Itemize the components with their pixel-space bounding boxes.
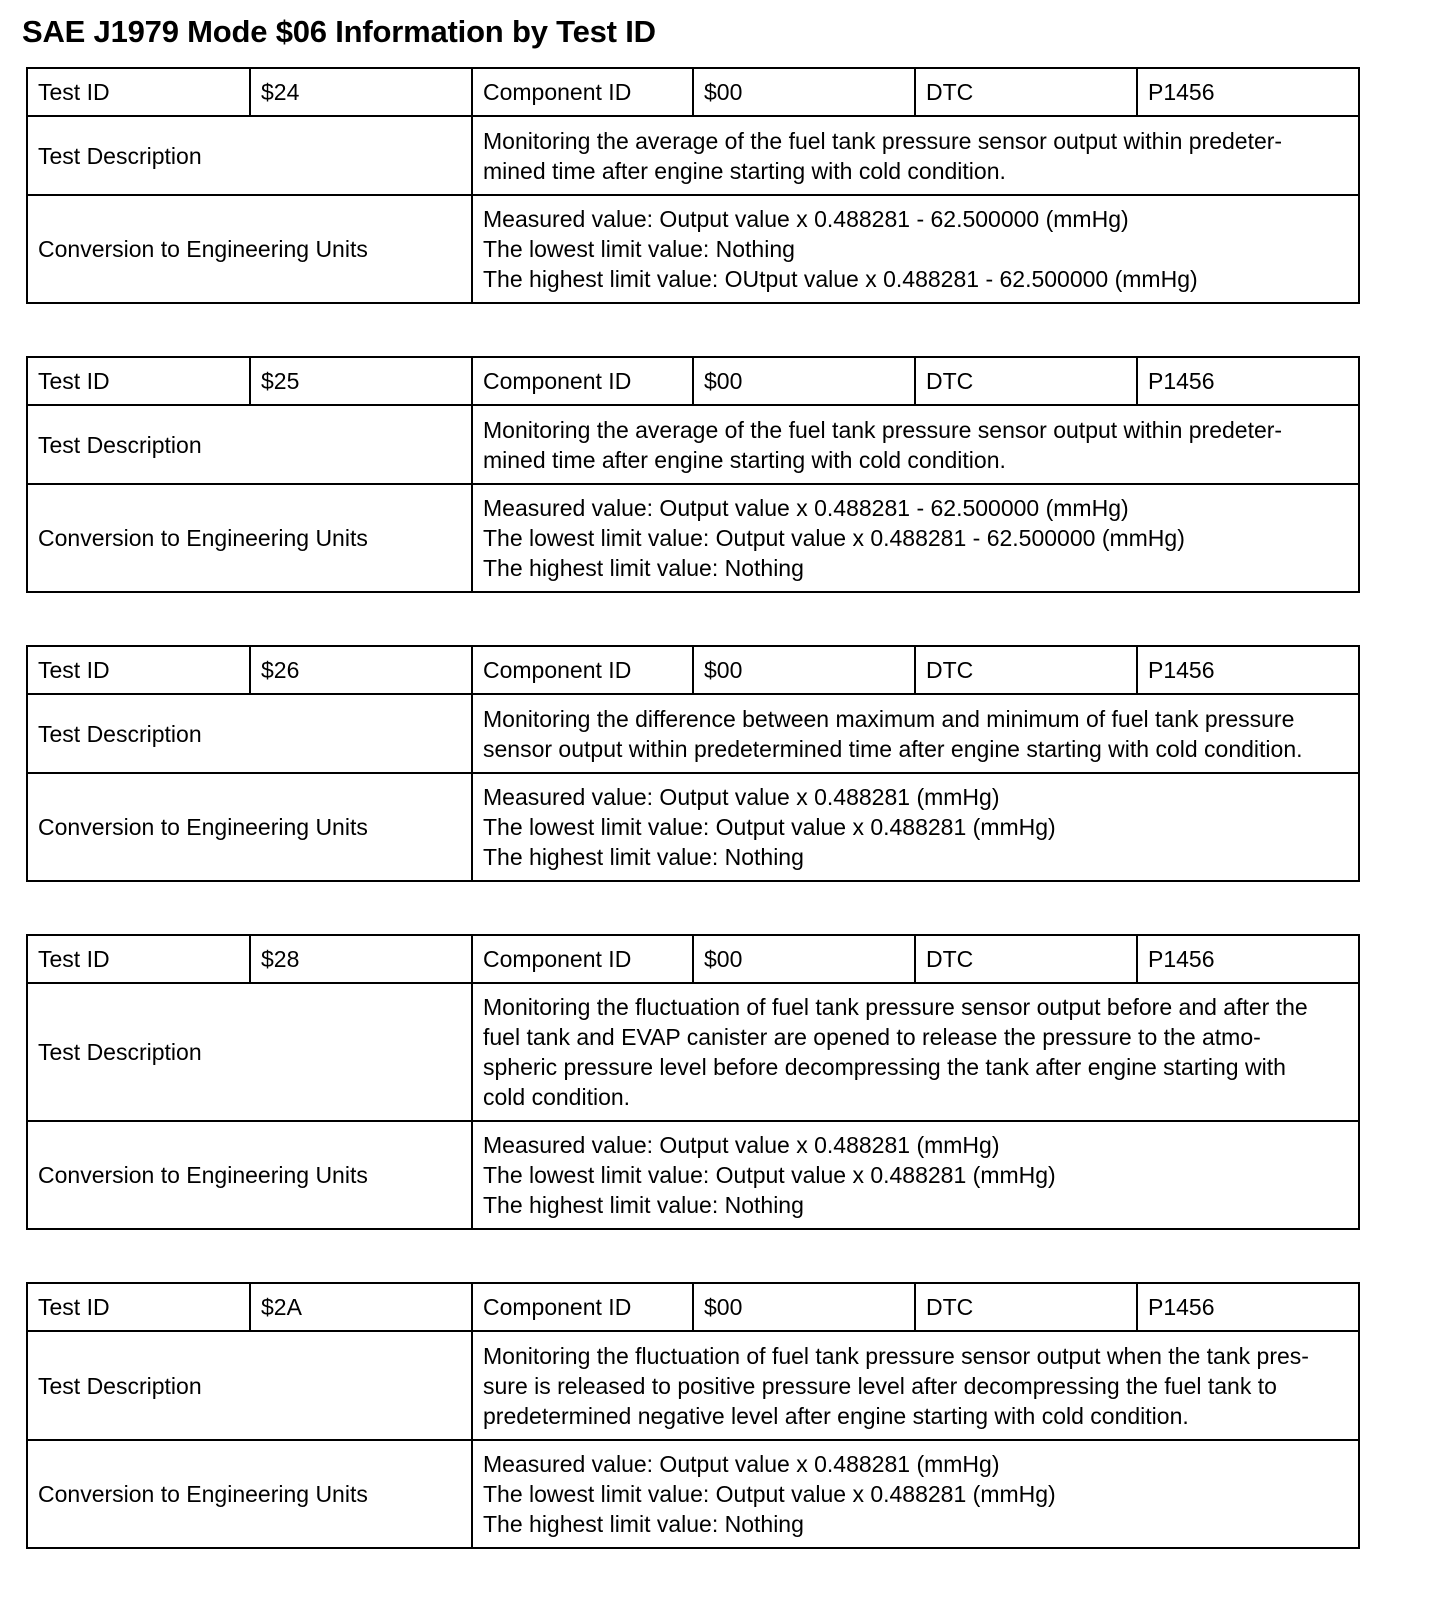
test-description-text [472,116,1359,195]
description-line: mined time after engine starting with cold condition. [483,157,1006,184]
dtc-value: P1456 [1137,68,1359,116]
dtc-label: DTC [915,935,1137,983]
component-id-label: Component ID [472,935,693,983]
conversion-row [27,484,1359,592]
conversion-text [472,1440,1359,1548]
description-line: Monitoring the average of the fuel tank pressure sensor output within predeter- [483,416,1283,443]
description-line: sensor output within predetermined time after engine starting with cold condition. [483,735,1303,762]
conversion-line: The highest limit value: Nothing [483,844,804,870]
test-id-label: Test ID [27,68,250,116]
test-id-value: $2A [250,1283,472,1331]
conversion-line: The lowest limit value: Output value x 0.488281 (mmHg) [483,814,1056,840]
conversion-line: Measured value: Output value x 0.488281 - 62.500000 (mmHg) [483,206,1129,232]
header-row [27,68,1359,116]
test-id-label: Test ID [27,646,250,694]
conversion-line: The lowest limit value: Output value x 0.488281 (mmHg) [483,1162,1056,1188]
component-id-value: $00 [693,68,915,116]
dtc-label: DTC [915,68,1137,116]
conversion-line: Measured value: Output value x 0.488281 (mmHg) [483,1451,1000,1477]
description-line: predetermined negative level after engine starting with cold condition. [483,1402,1189,1429]
test-description-label: Test Description [27,983,472,1121]
test-description-label: Test Description [27,405,472,484]
header-row [27,1283,1359,1331]
description-line: Monitoring the fluctuation of fuel tank pressure sensor output when the tank pres- [483,1342,1309,1369]
conversion-line: Measured value: Output value x 0.488281 (mmHg) [483,1132,1000,1158]
conversion-row [27,195,1359,303]
description-line: sure is released to positive pressure level after decompressing the fuel tank to [483,1372,1277,1399]
dtc-value: P1456 [1137,935,1359,983]
dtc-value: P1456 [1137,1283,1359,1331]
test-id-label: Test ID [27,935,250,983]
conversion-label: Conversion to Engineering Units [27,484,472,592]
header-row [27,357,1359,405]
conversion-line: The highest limit value: Nothing [483,1511,804,1537]
dtc-value: P1456 [1137,357,1359,405]
test-description-label: Test Description [27,1331,472,1440]
conversion-line: Measured value: Output value x 0.488281 - 62.500000 (mmHg) [483,495,1129,521]
conversion-text [472,195,1359,303]
test-id-value: $24 [250,68,472,116]
description-row [27,405,1359,484]
component-id-value: $00 [693,357,915,405]
component-id-label: Component ID [472,1283,693,1331]
conversion-label: Conversion to Engineering Units [27,195,472,303]
test-id-value: $28 [250,935,472,983]
conversion-row [27,1440,1359,1548]
dtc-label: DTC [915,357,1137,405]
test-info-table [26,1282,1360,1549]
test-info-table [26,934,1360,1230]
component-id-label: Component ID [472,357,693,405]
test-id-value: $26 [250,646,472,694]
conversion-label: Conversion to Engineering Units [27,1440,472,1548]
description-row [27,694,1359,773]
test-description-text [472,405,1359,484]
description-line: cold condition. [483,1084,631,1110]
conversion-label: Conversion to Engineering Units [27,773,472,881]
conversion-row [27,1121,1359,1229]
test-description-text [472,983,1359,1121]
dtc-value: P1456 [1137,646,1359,694]
conversion-label: Conversion to Engineering Units [27,1121,472,1229]
description-line: Monitoring the difference between maximum and minimum of fuel tank pressure [483,705,1295,732]
test-description-text [472,694,1359,773]
test-info-table [26,356,1360,593]
conversion-text [472,1121,1359,1229]
header-row [27,646,1359,694]
description-line: spheric pressure level before decompressing the tank after engine starting with [483,1054,1286,1080]
page-title: SAE J1979 Mode $06 Information by Test ID [22,14,656,49]
conversion-text [472,484,1359,592]
component-id-value: $00 [693,935,915,983]
dtc-label: DTC [915,1283,1137,1331]
description-line: mined time after engine starting with cold condition. [483,446,1006,473]
dtc-label: DTC [915,646,1137,694]
component-id-label: Component ID [472,68,693,116]
conversion-row [27,773,1359,881]
conversion-text [472,773,1359,881]
description-line: Monitoring the fluctuation of fuel tank pressure sensor output before and after the [483,994,1308,1020]
conversion-line: The highest limit value: Nothing [483,555,804,581]
conversion-line: The lowest limit value: Nothing [483,236,795,262]
conversion-line: The lowest limit value: Output value x 0.488281 (mmHg) [483,1481,1056,1507]
test-description-label: Test Description [27,694,472,773]
test-id-label: Test ID [27,357,250,405]
description-row [27,1331,1359,1440]
header-row [27,935,1359,983]
test-info-table [26,67,1360,304]
conversion-line: The highest limit value: OUtput value x 0.488281 - 62.500000 (mmHg) [483,266,1198,292]
component-id-label: Component ID [472,646,693,694]
description-row [27,983,1359,1121]
conversion-line: The lowest limit value: Output value x 0.488281 - 62.500000 (mmHg) [483,525,1185,551]
conversion-line: Measured value: Output value x 0.488281 (mmHg) [483,784,1000,810]
test-id-label: Test ID [27,1283,250,1331]
component-id-value: $00 [693,1283,915,1331]
test-info-table [26,645,1360,882]
description-line: fuel tank and EVAP canister are opened to release the pressure to the atmo- [483,1024,1261,1050]
component-id-value: $00 [693,646,915,694]
description-row [27,116,1359,195]
description-line: Monitoring the average of the fuel tank pressure sensor output within predeter- [483,127,1283,154]
test-id-value: $25 [250,357,472,405]
test-description-text [472,1331,1359,1440]
test-description-label: Test Description [27,116,472,195]
conversion-line: The highest limit value: Nothing [483,1192,804,1218]
